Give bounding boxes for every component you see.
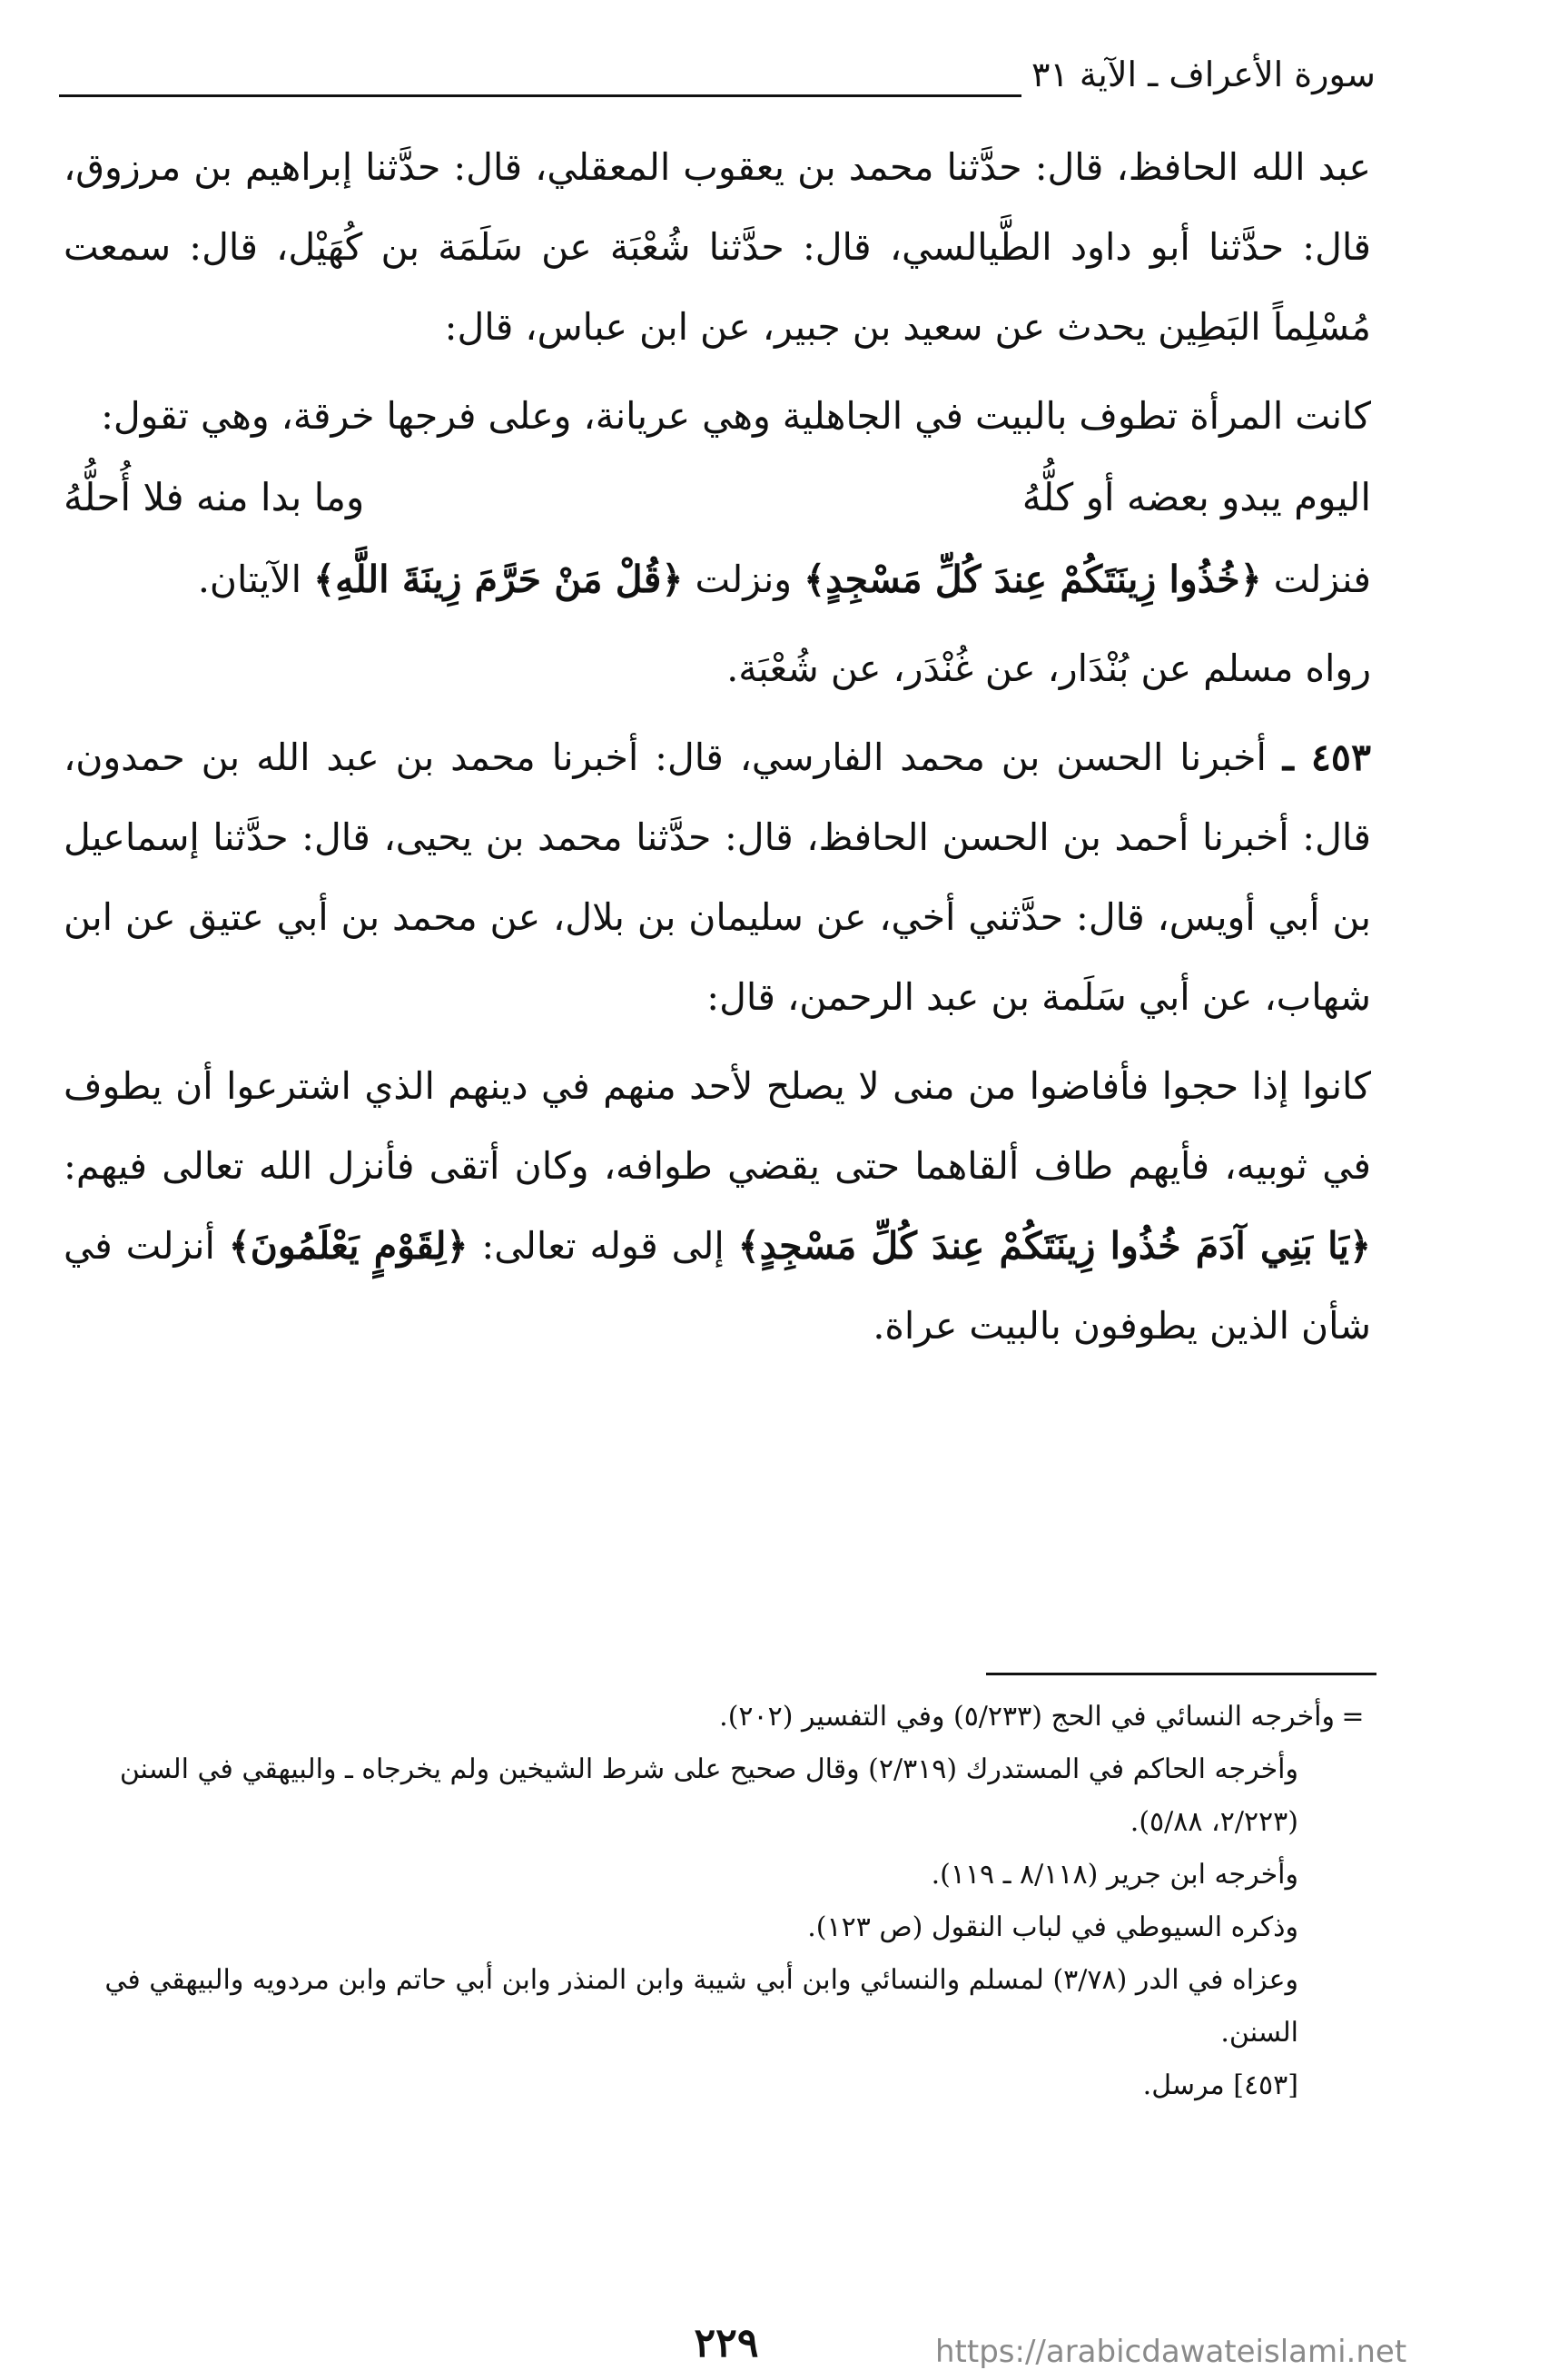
- quran-quote: ﴿لِقَوْمٍ يَعْلَمُونَ﴾: [228, 1224, 469, 1268]
- page-number: ٢٢٩: [694, 2320, 759, 2366]
- revelation-text: فنزلت: [1261, 558, 1371, 601]
- revelation-text: ونزلت: [683, 558, 804, 601]
- matn-paragraph: كانت المرأة تطوف بالبيت في الجاهلية وهي عريانة، وعلى فرجها خرقة، وهي تقول:: [101, 394, 1371, 438]
- footnote-line: وذكره السيوطي في لباب النقول (ص ١٢٣).: [807, 1911, 1298, 1943]
- revelation-text: الآيتان.: [197, 558, 314, 601]
- header-rule: [59, 94, 1021, 97]
- main-text: [64, 127, 1371, 1366]
- hadith-453-isnad: [64, 717, 1371, 1037]
- footnote-line: وأخرجه الحاكم في المستدرك (٢/٣١٩) وقال صحيح على شرط الشيخين ولم يخرجاه ـ والبيهقي في السنن (٢/٢٢٣، ٥/٨٨).: [119, 1753, 1298, 1838]
- quran-quote: ﴿قُلْ مَنْ حَرَّمَ زِينَةَ اللَّهِ﴾: [313, 558, 684, 601]
- continuation-mark: =: [1341, 1701, 1365, 1733]
- riwaya-line: رواه مسلم عن بُنْدَار، عن غُنْدَر، عن شُعْبَة.: [726, 647, 1371, 690]
- matn-text: أنزلت في شأن الذين يطوفون بالبيت عراة.: [64, 1224, 1371, 1348]
- poem-hemistich-second: وما بدا منه فلا أُحلُّهُ: [64, 475, 365, 519]
- watermark-url: https://arabicdawateislami.net: [935, 2334, 1407, 2370]
- footnote-rule: [986, 1673, 1376, 1675]
- footnote-line: وعزاه في الدر (٣/٧٨) لمسلم والنسائي وابن أبي شيبة وابن المنذر وابن أبي حاتم وابن مردويه والبيهقي في السنن.: [104, 1964, 1298, 2049]
- surah-verse-title: سورة الأعراف ـ الآية ٣١: [1031, 54, 1376, 94]
- poem-verse: [64, 456, 1371, 539]
- running-header: [59, 54, 1376, 109]
- footnote-line: [٤٥٣] مرسل.: [1142, 2069, 1298, 2101]
- matn-text: إلى قوله تعالى:: [468, 1224, 738, 1268]
- footnotes: [64, 1691, 1371, 2112]
- matn-text: كانوا إذا حجوا فأفاضوا من منى لا يصلح لأحد منهم في دينهم الذي اشترعوا أن يطوف في ثوبيه، فأيهم طاف ألقاهما حتى يقضي طوافه، وكان أتقى فأنزل الله تعالى فيهم:: [64, 1064, 1371, 1188]
- hadith-453-matn: [64, 1046, 1371, 1366]
- quran-quote: ﴿خُذُوا زِينَتَكُمْ عِندَ كُلِّ مَسْجِدٍ﴾: [804, 558, 1262, 601]
- poem-hemistich-first: اليوم يبدو بعضه أو كلُّهُ: [1021, 475, 1371, 519]
- isnad-paragraph: عبد الله الحافظ، قال: حدَّثنا محمد بن يعقوب المعقلي، قال: حدَّثنا إبراهيم بن مرزوق، قال: حدَّثنا أبو داود الطَّيالسي، قال: حدَّثنا شُعْبَة عن سَلَمَة بن كُهَيْل، قال: سمعت مُسْلِماً البَطِين يحدث عن سعيد بن جبير، عن ابن عباس، قال:: [64, 145, 1371, 349]
- hadith-number: ٤٥٣ ـ: [1282, 736, 1371, 779]
- quran-quote: ﴿يَا بَنِي آدَمَ خُذُوا زِينَتَكُمْ عِندَ كُلِّ مَسْجِدٍ﴾: [737, 1224, 1371, 1268]
- revelation-paragraph: [64, 539, 1371, 619]
- footnote-line: وأخرجه ابن جرير (٨/١١٨ ـ ١١٩).: [931, 1859, 1298, 1891]
- footnote-line: [64, 1691, 1371, 1743]
- footnote-text: وأخرجه النسائي في الحج (٥/٢٣٣) وفي التفسير (٢٠٢).: [719, 1701, 1335, 1733]
- isnad-text: أخبرنا الحسن بن محمد الفارسي، قال: أخبرنا محمد بن عبد الله بن حمدون، قال: أخبرنا أحمد بن الحسن الحافظ، قال: حدَّثنا محمد بن يحيى، قال: حدَّثنا إسماعيل بن أبي أويس، قال: حدَّثني أخي، عن سليمان بن بلال، عن محمد بن أبي عتيق عن ابن شهاب، عن أبي سَلَمة بن عبد الرحمن، قال:: [64, 736, 1371, 1019]
